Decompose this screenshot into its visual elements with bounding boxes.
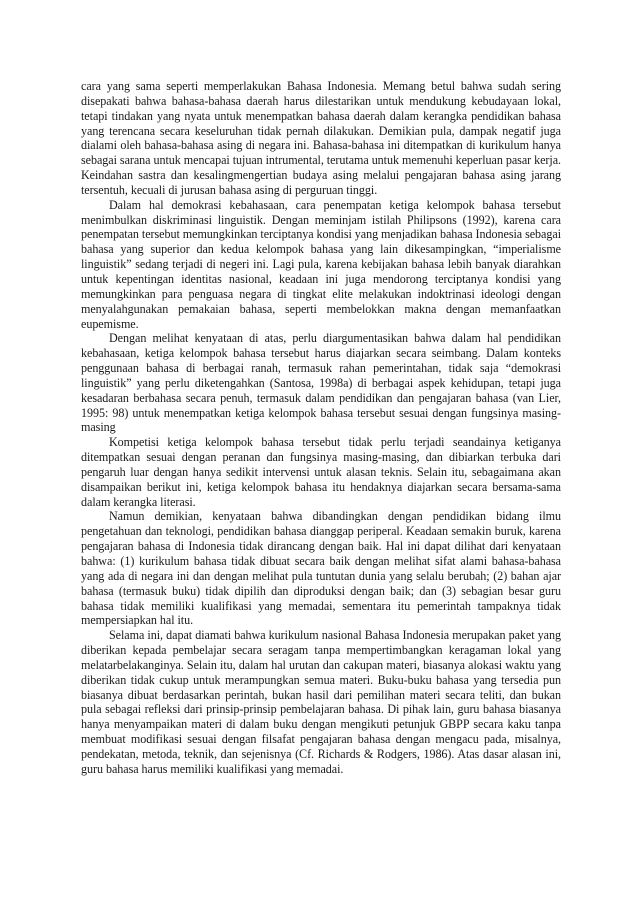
document-page — [81, 79, 561, 777]
paragraph-1: cara yang sama seperti memperlakukan Bahasa Indonesia. Memang betul bahwa sudah sering disepakati bahwa bahasa-bahasa daerah harus dilestarikan untuk mendukung kebudayaan lokal, tetapi tindakan yang nyata untuk menempatkan bahasa daerah dalam kerangka pendidikan bahasa yang terencana secara keseluruhan tidak pernah dilakukan. Demikian pula, dampak negatif juga dialami oleh bahasa-bahasa asing di negara ini. Bahasa-bahasa ini ditempatkan di kurikulum hanya sebagai sarana untuk mencapai tujuan intrumental, terutama untuk memenuhi keperluan pasar kerja. Keindahan sastra dan kesalingmengertian budaya asing melalui pengajaran bahasa asing jarang tersentuh, kecuali di jurusan bahasa asing di perguruan tinggi. — [81, 79, 561, 197]
paragraph-2: Dalam hal demokrasi kebahasaan, cara penempatan ketiga kelompok bahasa tersebut menimbulkan diskriminasi linguistik. Dengan meminjam istilah Philipsons (1992), karena cara penempatan tersebut memungkinkan terciptanya kondisi yang menjadikan bahasa Indonesia sebagai bahasa yang superior dan kedua kelompok bahasa yang lain dikesampingkan, “imperialisme linguistik” sedang terjadi di negeri ini. Lagi pula, karena kebijakan bahasa lebih banyak diarahkan untuk kepentingan identitas nasional, keadaan ini juga mendorong terciptanya kondisi yang memungkinkan para penguasa negara di tingkat elite melakukan indoktrinasi ideologi dengan menyalahgunakan pemakaian bahasa, seperti membelokkan makna dengan memanfaatkan eupemisme. — [81, 197, 561, 331]
paragraph-4: Kompetisi ketiga kelompok bahasa tersebut tidak perlu terjadi seandainya ketiganya ditempatkan sesuai dengan peranan dan fungsinya masing-masing, dan dibiarkan terbuka dari pengaruh luar dengan hanya sedikit intervensi untuk alasan teknis. Selain itu, sebagaimana akan disampaikan berikut ini, ketiga kelompok bahasa itu hendaknya diajarkan secara bersama-sama dalam kerangka literasi. — [81, 435, 561, 509]
paragraph-5: Namun demikian, kenyataan bahwa dibandingkan dengan pendidikan bidang ilmu pengetahuan dan teknologi, pendidikan bahasa dianggap periperal. Keadaan semakin buruk, karena pengajaran bahasa di Indonesia tidak dirancang dengan baik. Hal ini dapat dilihat dari kenyataan bahwa: (1) kurikulum bahasa tidak dibuat secara baik dengan melihat sifat alami bahasa-bahasa yang ada di negara ini dan dengan melihat pula tuntutan dunia yang selalu berubah; (2) bahan ajar bahasa (termasuk buku) tidak dipilih dan diproduksi dengan baik; dan (3) sebagian besar guru bahasa tidak memiliki kualifikasi yang memadai, sementara itu pemerintah tampaknya tidak mempersiapkan hal itu. — [81, 509, 561, 628]
paragraph-6: Selama ini, dapat diamati bahwa kurikulum nasional Bahasa Indonesia merupakan paket yang diberikan kepada pembelajar secara seragam tanpa mempertimbangkan keragaman lokal yang melatarbelakanginya. Selain itu, dalam hal urutan dan cakupan materi, biasanya alokasi waktu yang diberikan tidak cukup untuk merampungkan semua materi. Buku-buku bahasa yang tersedia pun biasanya dibuat berdasarkan perintah, bukan hasil dari pemilihan materi secara teliti, dan bukan pula sebagai refleksi dari prinsip-prinsip pembelajaran bahasa. Di pihak lain, guru bahasa biasanya hanya menyampaikan materi di dalam buku dengan mengikuti petunjuk GBPP secara kaku tanpa membuat modifikasi sesuai dengan filsafat pengajaran bahasa dengan mengacu pada, misalnya, pendekatan, metoda, teknik, dan sejenisnya (Cf. Richards & Rodgers, 1986). Atas dasar alasan ini, guru bahasa harus memiliki kualifikasi yang memadai. — [81, 628, 561, 776]
paragraph-3: Dengan melihat kenyataan di atas, perlu diargumentasikan bahwa dalam hal pendidikan kebahasaan, ketiga kelompok bahasa tersebut harus diajarkan secara seimbang. Dalam konteks penggunaan bahasa di berbagai ranah, termasuk rahan pemerintahan, tidak saja “demokrasi linguistik” yang perlu diketengahkan (Santosa, 1998a) di berbagai aspek kehidupan, tetapi juga kesadaran berbahasa secara penuh, termasuk dalam pendidikan dan pengajaran bahasa (van Lier, 1995: 98) untuk menempatkan ketiga kelompok bahasa tersebut sesuai dengan fungsinya masing-masing — [81, 331, 561, 435]
